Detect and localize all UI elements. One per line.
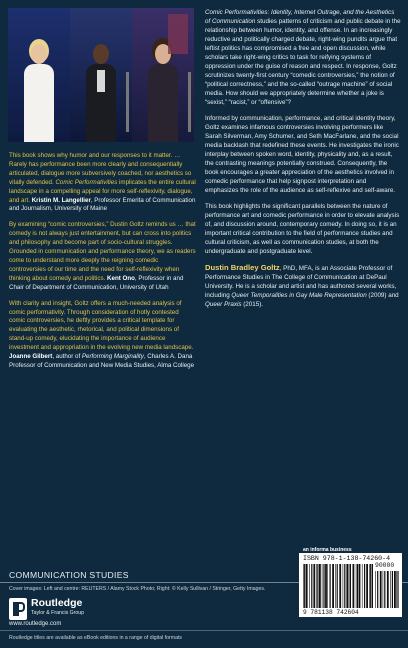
endorsements bbox=[9, 152, 196, 378]
description-paragraph: Comic Performativities: Identity, Internet Outrage, and the Aesthetics of Communication studies patterns of criticism and public debate in the relationship between humor, identity, and offense. In an increasingly reductive and politically charged debate, right-wing pundits argue that leftist politics has compromised a free and open discussion, while scholars take right-wing critics to task for reifying systems of oppression under the guise of reason and respect. In response, Goltz scrutinizes twenty-first century “comedic controversies,” the notion of “political correctness,” and the so-called “outrage machine” of social media. How should we appropriately determine whether a joke is “sexist,” “racist,” or “offensive”? bbox=[205, 9, 401, 106]
price-barcode-bars bbox=[375, 571, 399, 608]
routledge-logo-icon bbox=[9, 598, 27, 620]
informa-tag: an informa business bbox=[303, 547, 352, 553]
publisher-url: www.routledge.com bbox=[9, 621, 62, 627]
endorsement-quote: This book shows why humor and our responses to it matter. … Rarely has performance been more clearly and consequentially articulated, dialogue more subversively coached, nor aesthetics so vitally defended. Comic Performativities implicates the entire cultural landscape in a compelling appeal for more self-reflexivity, dialogue, and art. Kristin M. Langellier, Professor Emerita of Communication and Journalism, University of Maine bbox=[9, 152, 196, 213]
endorsement-quote: With clarity and insight, Goltz offers a much-needed analysis of comic performativity. Through consideration of hotly contested comic controversies, he deftly provides a critical template for evaluating the aesthetic, rhetorical, and political dimensions of stand-up comedy, elucidating the importance of audience investment and appropriation in the evolving new media landscape. Joanne Gilbert, author of Performing Marginality, Charles A. Dana Professor of Communication and New Media Studies, Alma College bbox=[9, 299, 195, 369]
description-paragraph: This book highlights the significant parallels between the nature of performance art and comedic performance in order to elevate analysis of, and discussion around, contemporary comedy. In doing so, it is an important critical contribution to the field of performance studies and cultural criticism, as well as communication studies, at both the undergraduate and postgraduate level. bbox=[205, 203, 400, 255]
publisher-name: Routledge bbox=[31, 597, 83, 609]
price-code: 90000 bbox=[375, 562, 395, 569]
barcode-bars bbox=[303, 564, 373, 608]
cover-photo bbox=[8, 8, 194, 142]
description-paragraph: Informed by communication, performance, and critical identity theory, Goltz examines infamous controversies involving performers like Sarah Silverman, Amy Schumer, and Seth MacFarlane, and the social media backlash that redefined these events. He investigates the ironic interplay between spoken word, identity, physicality and, as a result, the contrasting meanings potentially construed. Consequently, the book encourages a greater appreciation of the aesthetics involved in comedic performance that help signpost interpretation and emphasizes the role of the audience as self-reflexive and self-aware. bbox=[205, 115, 399, 194]
comedian-photo-left bbox=[8, 8, 70, 142]
isbn-digits: 9 781138 742604 bbox=[303, 609, 359, 616]
subject-category: COMMUNICATION STUDIES bbox=[9, 570, 129, 580]
ebook-note: Routledge titles are available as eBook editions in a range of digital formats bbox=[9, 635, 183, 641]
divider bbox=[0, 630, 408, 631]
image-credits: Cover images: Left and centre: REUTERS / Alamy Stock Photo; Right: © Kelly Sullivan / Stringer, Getty Images. bbox=[9, 586, 266, 592]
isbn-number: ISBN 978-1-138-74260-4 bbox=[303, 555, 391, 562]
endorser-name: Kent Ono bbox=[107, 274, 135, 282]
book-description bbox=[205, 8, 401, 316]
endorser-name: Kristin M. Langellier bbox=[31, 196, 91, 204]
author-bio: Dustin Bradley Goltz, PhD, MFA, is an Associate Professor of Performance Studies in The College of Communication at DePaul University. He is a scholar and artist and has authored several works, including Queer Temporalities in Gay Male Representation (2009) and Queer Praxis (2015). bbox=[205, 263, 399, 308]
barcode bbox=[299, 553, 402, 617]
endorsement-quote: By examining “comic controversies,” Dustin Goltz reminds us … that comedy is not always just entertainment, but can cross into politics and philosophy and become part of socio-cultural struggles. Grounded in communication and performance theory, we as readers come to understand more deeply the reigning comedic controversies of our time and the need for self-reflexivity when thinking about comedy and politics. Kent Ono, Professor in and Chair of Department of Communication, University of Utah bbox=[9, 221, 196, 291]
comedian-photo-center bbox=[70, 8, 132, 142]
endorser-name: Joanne Gilbert bbox=[9, 353, 53, 361]
comedian-photo-right bbox=[132, 8, 194, 142]
author-name: Dustin Bradley Goltz bbox=[205, 263, 280, 272]
publisher-group: Taylor & Francis Group bbox=[31, 610, 85, 616]
